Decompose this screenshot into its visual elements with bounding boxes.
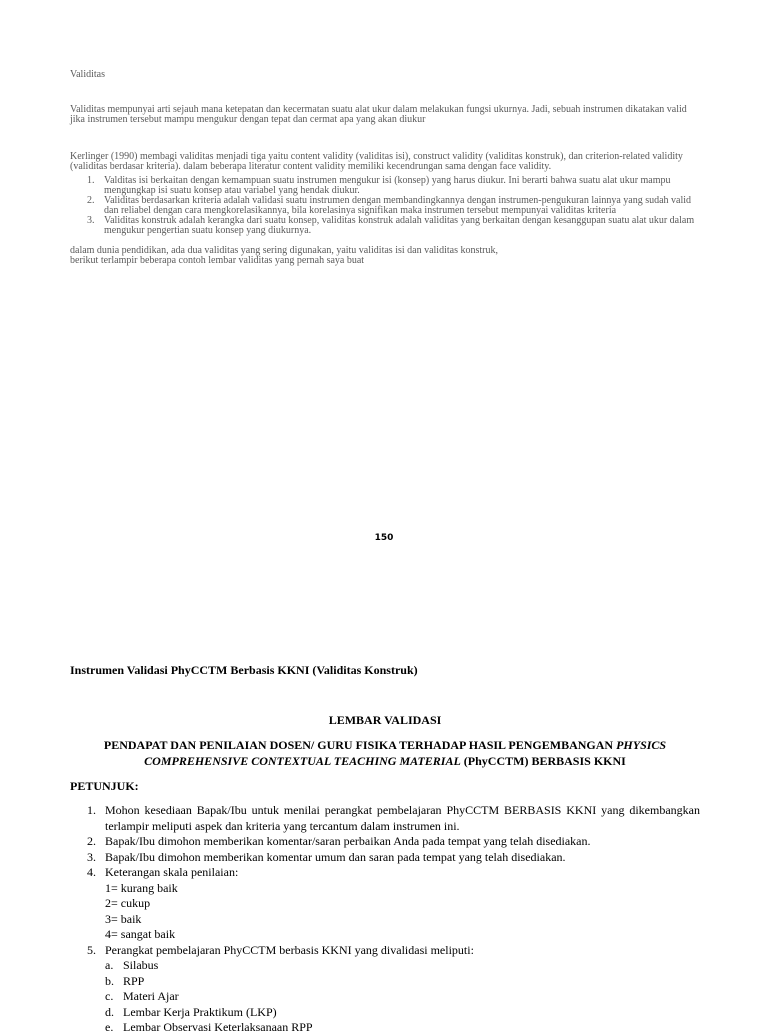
list-text: Valditas isi berkaitan dengan kemampuan suatu instrumen mengukur isi (konsep) yang harus diukur. Ini berarti bahwa suatu alat ukur mampu mengungkap isi suatu konsep atau variabel yang hendak diukur.: [104, 175, 671, 196]
list-number: 5.: [87, 942, 96, 957]
document-subtitle: [70, 738, 700, 769]
lembar-validasi-heading: LEMBAR VALIDASI: [328, 713, 442, 727]
instrument-title: Instrumen Validasi PhyCCTM Berbasis KKNI (Validitas Konstruk): [70, 663, 418, 677]
paragraph-text: Kerlinger (1990) membagi validitas menjadi tiga yaitu content validity (validitas isi), construct validity (validitas konstruk), dan criterion-related validity (validitas berdasar kriteria). dalam beberapa literatur content validity memiliki kecendrungan sama dengan face validity.: [70, 151, 683, 172]
sub-item: [105, 974, 700, 990]
list-text: Validitas berdasarkan kriteria adalah validasi suatu instrumen dengan membandingkannya dengan instrumen-pengukuran lainnya yang sudah valid dan reliabel dengan cara mengkorelasikannya, bila korelasinya signifikan maka instrumen tersebut mempunyai validitas kriteria: [104, 195, 692, 216]
sub-item: [105, 1005, 700, 1021]
validity-types-list: [70, 176, 700, 236]
paragraph-definition: [70, 105, 700, 125]
sub-item: [105, 958, 700, 974]
sub-letter: a.: [105, 958, 114, 972]
scale-item: 4= sangat baik: [105, 927, 176, 941]
section-heading: Validitas: [70, 69, 105, 80]
paragraph-text: Validitas mempunyai arti sejauh mana ketepatan dan kecermatan suatu alat ukur dalam melakukan fungsi ukurnya. Jadi, sebuah instrumen dikatakan valid jika instrumen tersebut mampu mengukur dengan tepat dan cermat apa yang akan diukur: [70, 104, 687, 125]
instruction-text: Bapak/Ibu dimohon memberikan komentar/saran perbaikan Anda pada tempat yang telah disediakan.: [105, 834, 591, 848]
list-number: 1.: [87, 175, 95, 186]
list-item: [70, 216, 700, 236]
scale-item: 1= kurang baik: [105, 880, 178, 895]
list-number: 3.: [87, 849, 96, 864]
list-number: 1.: [87, 803, 96, 817]
list-number: 3.: [87, 215, 95, 226]
instruction-text: Bapak/Ibu dimohon memberikan komentar umum dan saran pada tempat yang telah disediakan.: [105, 849, 566, 864]
sub-item: [105, 1020, 700, 1036]
sub-letter: d.: [105, 1004, 114, 1019]
subtitle-part: (PhyCCTM) BERBASIS KKNI: [463, 753, 626, 768]
instruction-text: Mohon kesediaan Bapak/Ibu untuk menilai perangkat pembelajaran PhyCCTM BERBASIS KKNI yang dikembangkan terlampir meliputi aspek dan kriteria yang tercantum dalam instrumen ini.: [105, 803, 700, 833]
list-item: [70, 196, 700, 216]
sub-text: Lembar Observasi Keterlaksanaan RPP: [123, 1020, 313, 1034]
sub-text: Materi Ajar: [123, 989, 179, 1003]
instructions-list: [70, 803, 700, 1036]
sub-item: [105, 989, 700, 1005]
instruction-text: Perangkat pembelajaran PhyCCTM berbasis KKNI yang divalidasi meliputi:: [105, 942, 474, 957]
closing-line: berikut terlampir beberapa contoh lembar validitas yang pernah saya buat: [70, 255, 365, 266]
subtitle-italic: PHYSICS: [616, 738, 667, 752]
sub-text: Silabus: [123, 958, 159, 972]
petunjuk-heading: PETUNJUK:: [70, 779, 139, 793]
list-number: 2.: [87, 834, 96, 848]
list-item: [70, 176, 700, 196]
sub-text: Lembar Kerja Praktikum (LKP): [123, 1004, 277, 1019]
sub-letter: c.: [105, 989, 114, 1003]
instruction-item: [70, 943, 700, 1036]
instruction-item: [70, 803, 700, 834]
sub-text: RPP: [123, 973, 145, 988]
sub-letter: b.: [105, 973, 114, 988]
scale-item: 3= baik: [105, 911, 142, 926]
closing-line: dalam dunia pendidikan, ada dua validitas yang sering digunakan, yaitu validitas isi dan validitas konstruk,: [70, 245, 498, 256]
instruction-item: [70, 850, 700, 866]
list-text: Validitas konstruk adalah kerangka dari suatu konsep, validitas konstruk adalah validitas yang berkaitan dengan kesanggupan suatu alat ukur dalam mengukur pengertian suatu konsep yang diukurnya.: [104, 215, 695, 236]
list-number: 2.: [87, 195, 95, 206]
rating-scale: [105, 881, 700, 943]
instruction-item: [70, 834, 700, 850]
instruction-text: Keterangan skala penilaian:: [105, 865, 239, 879]
list-number: 4.: [87, 865, 96, 879]
instruction-item: [70, 865, 700, 943]
scale-item: 2= cukup: [105, 896, 151, 910]
sub-letter: e.: [105, 1020, 114, 1034]
paragraph-kerlinger: [70, 152, 700, 172]
closing-lines: [70, 246, 700, 266]
subtitle-part: PENDAPAT DAN PENILAIAN DOSEN/ GURU FISIKA TERHADAP HASIL PENGEMBANGAN: [103, 738, 614, 752]
subtitle-italic: COMPREHENSIVE CONTEXTUAL TEACHING MATERIAL: [144, 753, 461, 768]
page-number: 150: [374, 533, 394, 543]
